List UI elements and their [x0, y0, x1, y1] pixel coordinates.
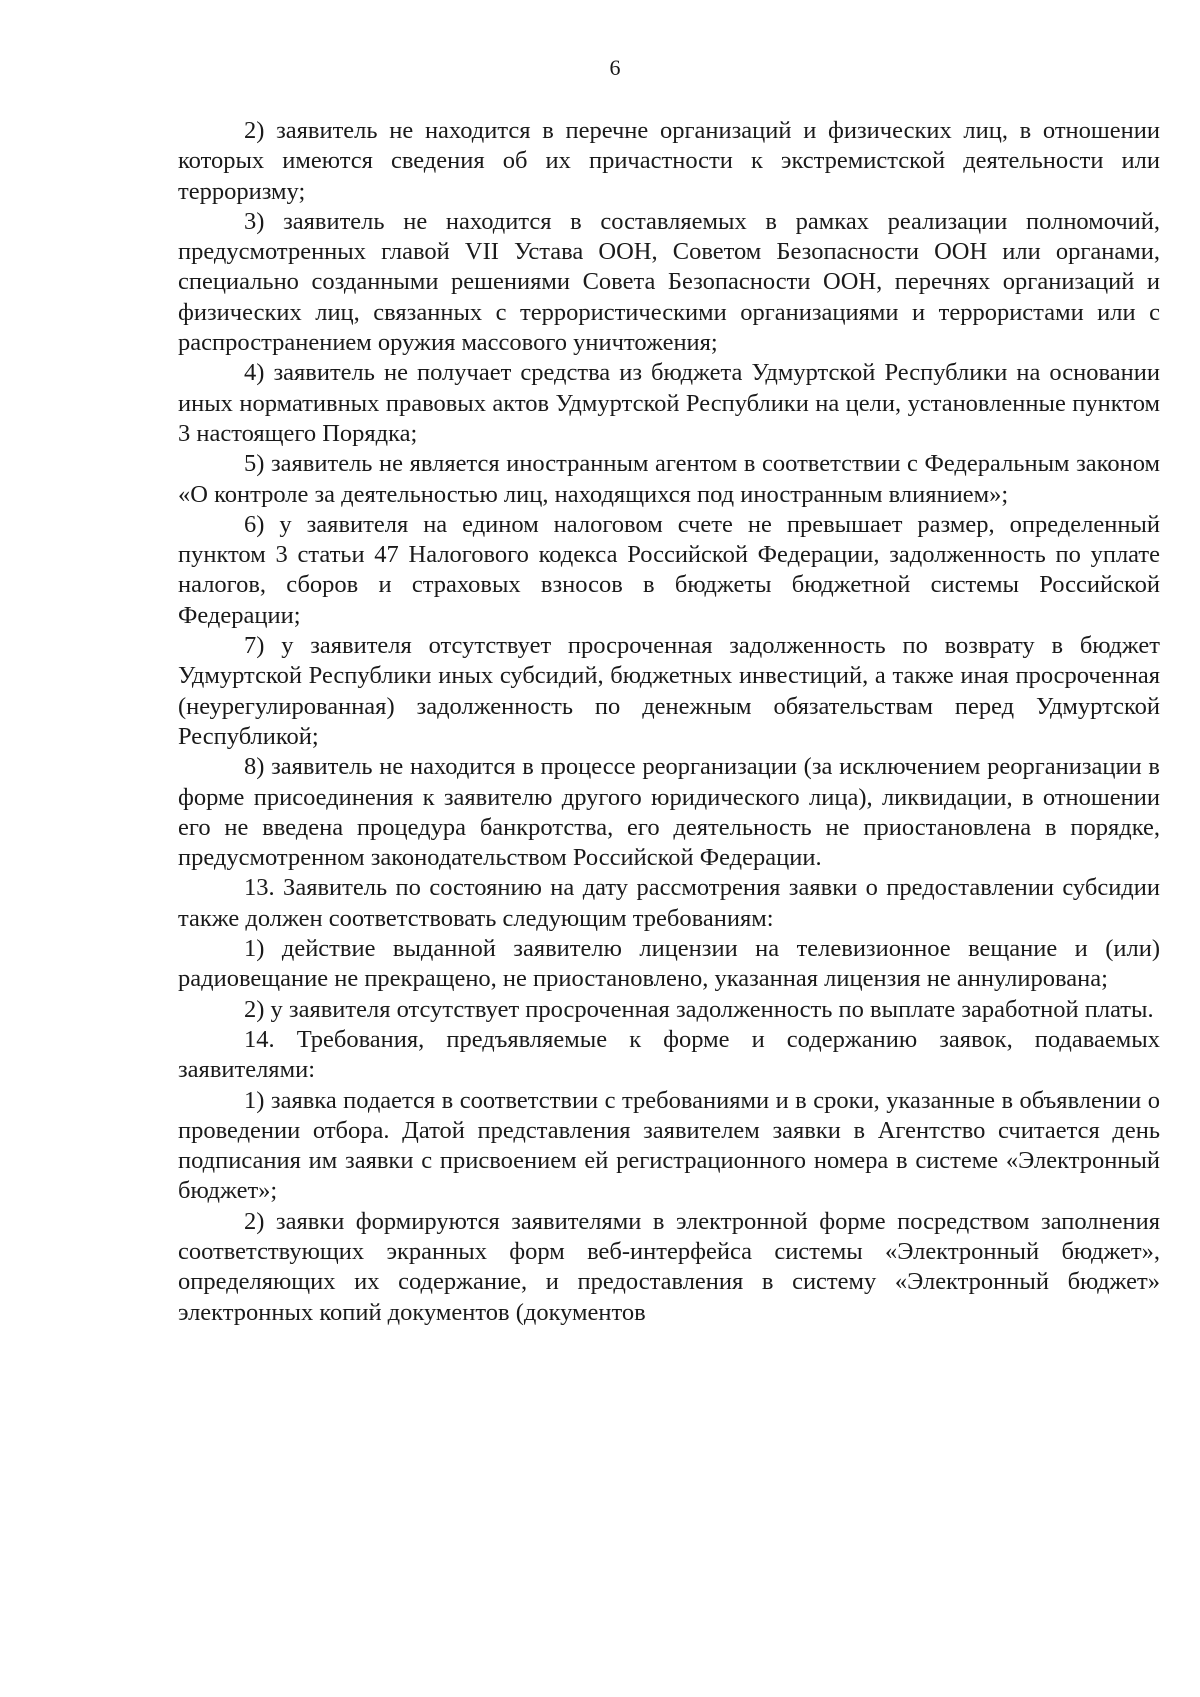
paragraph-item-7-overdue-debt: 7) у заявителя отсутствует просроченная задолженность по возврату в бюджет Удмуртской Республики иных субсидий, бюджетных инвестиций, а также иная просроченная (неурегулированная) задолженность по денежным обязательствам перед Удмуртской Республикой;: [178, 632, 1160, 750]
paragraph-14-item-2-electronic-form: 2) заявки формируются заявителями в электронной форме посредством заполнения соответствующих экранных форм веб-интерфейса системы «Электронный бюджет», определяющих их содержание, и предоставления в систему «Электронный бюджет» электронных копий документов (документов: [178, 1207, 1160, 1326]
paragraph-13-item-1-license: 1) действие выданной заявителю лицензии на телевизионное вещание и (или) радиовещание не прекращено, не приостановлено, указанная лицензия не аннулирована;: [178, 935, 1160, 993]
paragraph-item-5-foreign-agent: 5) заявитель не является иностранным агентом в соответствии с Федеральным законом «О контроле за деятельностью лиц, находящихся под иностранным влиянием»;: [178, 450, 1160, 508]
paragraph-item-3-un-sanctions: 3) заявитель не находится в составляемых в рамках реализации полномочий, предусмотренных главой VII Устава ООН, Советом Безопасности ООН или органами, специально созданными решениями Совета Безопасности ООН, перечнях организаций и физических лиц, связанных с террористическими организациями и террористами или с распространением оружия массового уничтожения;: [178, 207, 1160, 357]
paragraph-item-4-budget-funds: 4) заявитель не получает средства из бюджета Удмуртской Республики на основании иных нормативных правовых актов Удмуртской Республики на цели, установленные пунктом 3 настоящего Порядка;: [178, 359, 1160, 447]
page-number: 6: [609, 55, 621, 80]
paragraph-section-13: 13. Заявитель по состоянию на дату рассмотрения заявки о предоставлении субсидии также должен соответствовать следующим требованиям:: [178, 874, 1160, 932]
paragraph-item-6-tax-debt: 6) у заявителя на едином налоговом счете не превышает размер, определенный пунктом 3 статьи 47 Налогового кодекса Российской Федерации, задолженность по уплате налогов, сборов и страховых взносов в бюджеты бюджетной системы Российской Федерации;: [178, 510, 1160, 629]
paragraph-item-8-reorganization: 8) заявитель не находится в процессе реорганизации (за исключением реорганизации в форме присоединения к заявителю другого юридического лица), ликвидации, в отношении его не введена процедура банкротства, его деятельность не приостановлена в порядке, предусмотренном законодательством Российской Федерации.: [178, 753, 1160, 872]
paragraph-section-14: 14. Требования, предъявляемые к форме и содержанию заявок, подаваемых заявителями:: [178, 1025, 1160, 1084]
document-body: [178, 116, 1160, 1328]
paragraph-13-item-2-salary: 2) у заявителя отсутствует просроченная задолженность по выплате заработной платы.: [244, 995, 1154, 1023]
paragraph-14-item-1-submission: 1) заявка подается в соответствии с требованиями и в сроки, указанные в объявлении о проведении отбора. Датой представления заявителем заявки в Агентство считается день подписания им заявки с присвоением ей регистрационного номера в системе «Электронный бюджет»;: [178, 1086, 1160, 1205]
paragraph-item-2-extremism: 2) заявитель не находится в перечне организаций и физических лиц, в отношении которых имеются сведения об их причастности к экстремистской деятельности или терроризму;: [178, 117, 1160, 205]
